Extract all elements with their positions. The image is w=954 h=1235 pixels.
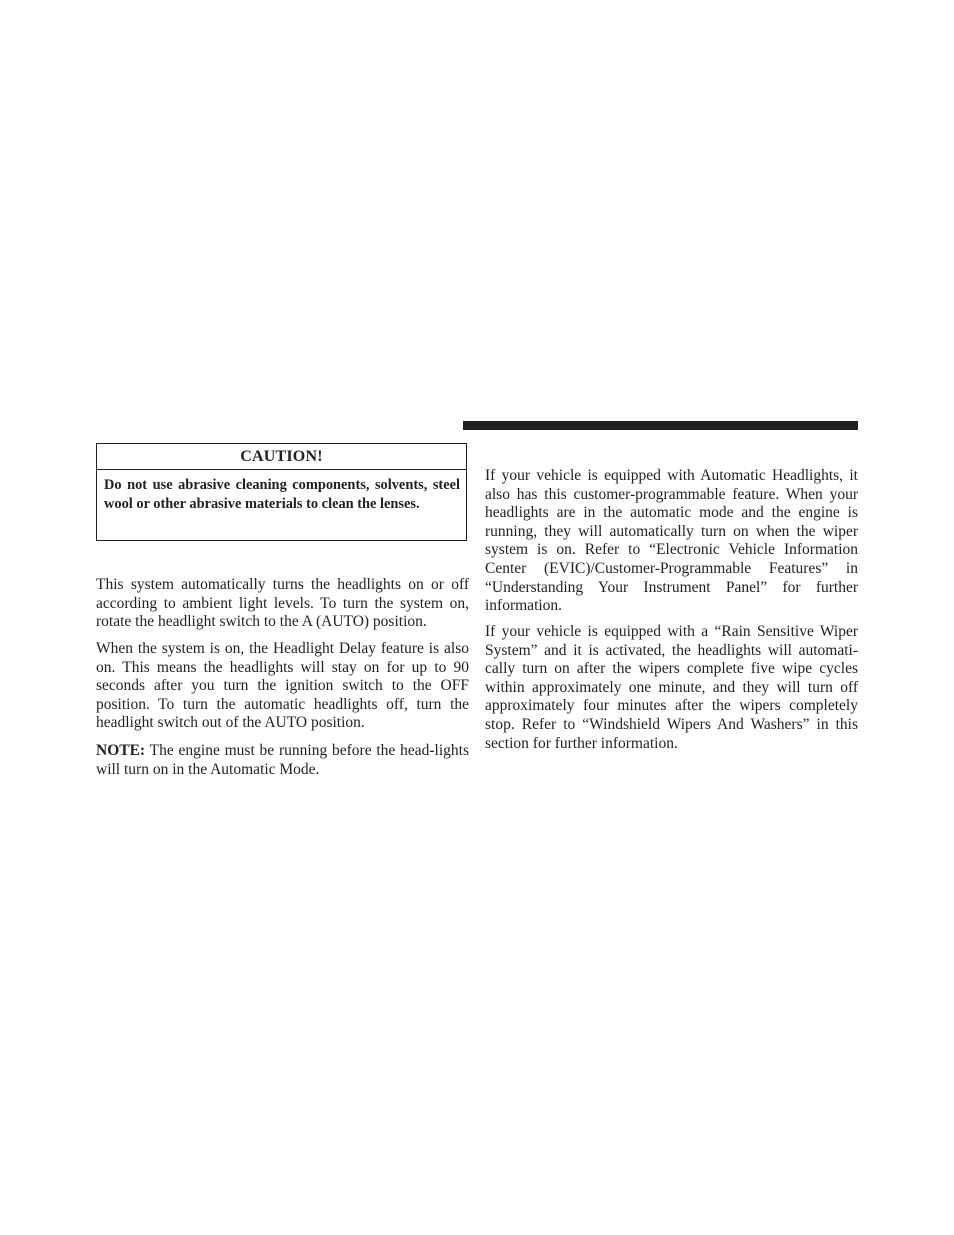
note-paragraph (96, 742, 469, 779)
note-text: The engine must be running before the head-lights will turn on in the Automatic Mode. (96, 742, 469, 778)
section-header-bar (463, 421, 858, 430)
rain-sensitive-paragraph: If your vehicle is equipped with a “Rain Sensitive Wiper System” and it is activated, the headlights will automati-cally turn on after the wipers complete five wipe cycles within approximately one minute, and they will turn off approximately four minutes after the wipers completely stop. Refer to “Windshield Wipers And Washers” in this section for further information. (485, 623, 858, 752)
wiper-feature-paragraph: If your vehicle is equipped with Automatic Headlights, it also has this customer-programmable feature. When your headlights are in the automatic mode and the engine is running, they will automatically turn on when the wiper system is on. Refer to “Electronic Vehicle Information Center (EVIC)/Customer-Programmable Features” in “Understanding Your Instrument Panel” for further information. (485, 467, 858, 615)
headlight-delay-paragraph: When the system is on, the Headlight Delay feature is also on. This means the headlights will stay on for up to 90 seconds after you turn the ignition switch to the OFF position. To turn the automatic headlights off, turn the headlight switch out of the AUTO position. (96, 640, 469, 732)
note-label: NOTE: (96, 742, 146, 759)
caution-box (96, 443, 467, 541)
auto-headlights-paragraph: This system automatically turns the headlights on or off according to ambient light levels. To turn the system on, rotate the headlight switch to the A (AUTO) position. (96, 576, 469, 631)
caution-title: CAUTION! (97, 444, 466, 470)
caution-body: Do not use abrasive cleaning components, solvents, steel wool or other abrasive materials to clean the lenses. (104, 477, 460, 512)
